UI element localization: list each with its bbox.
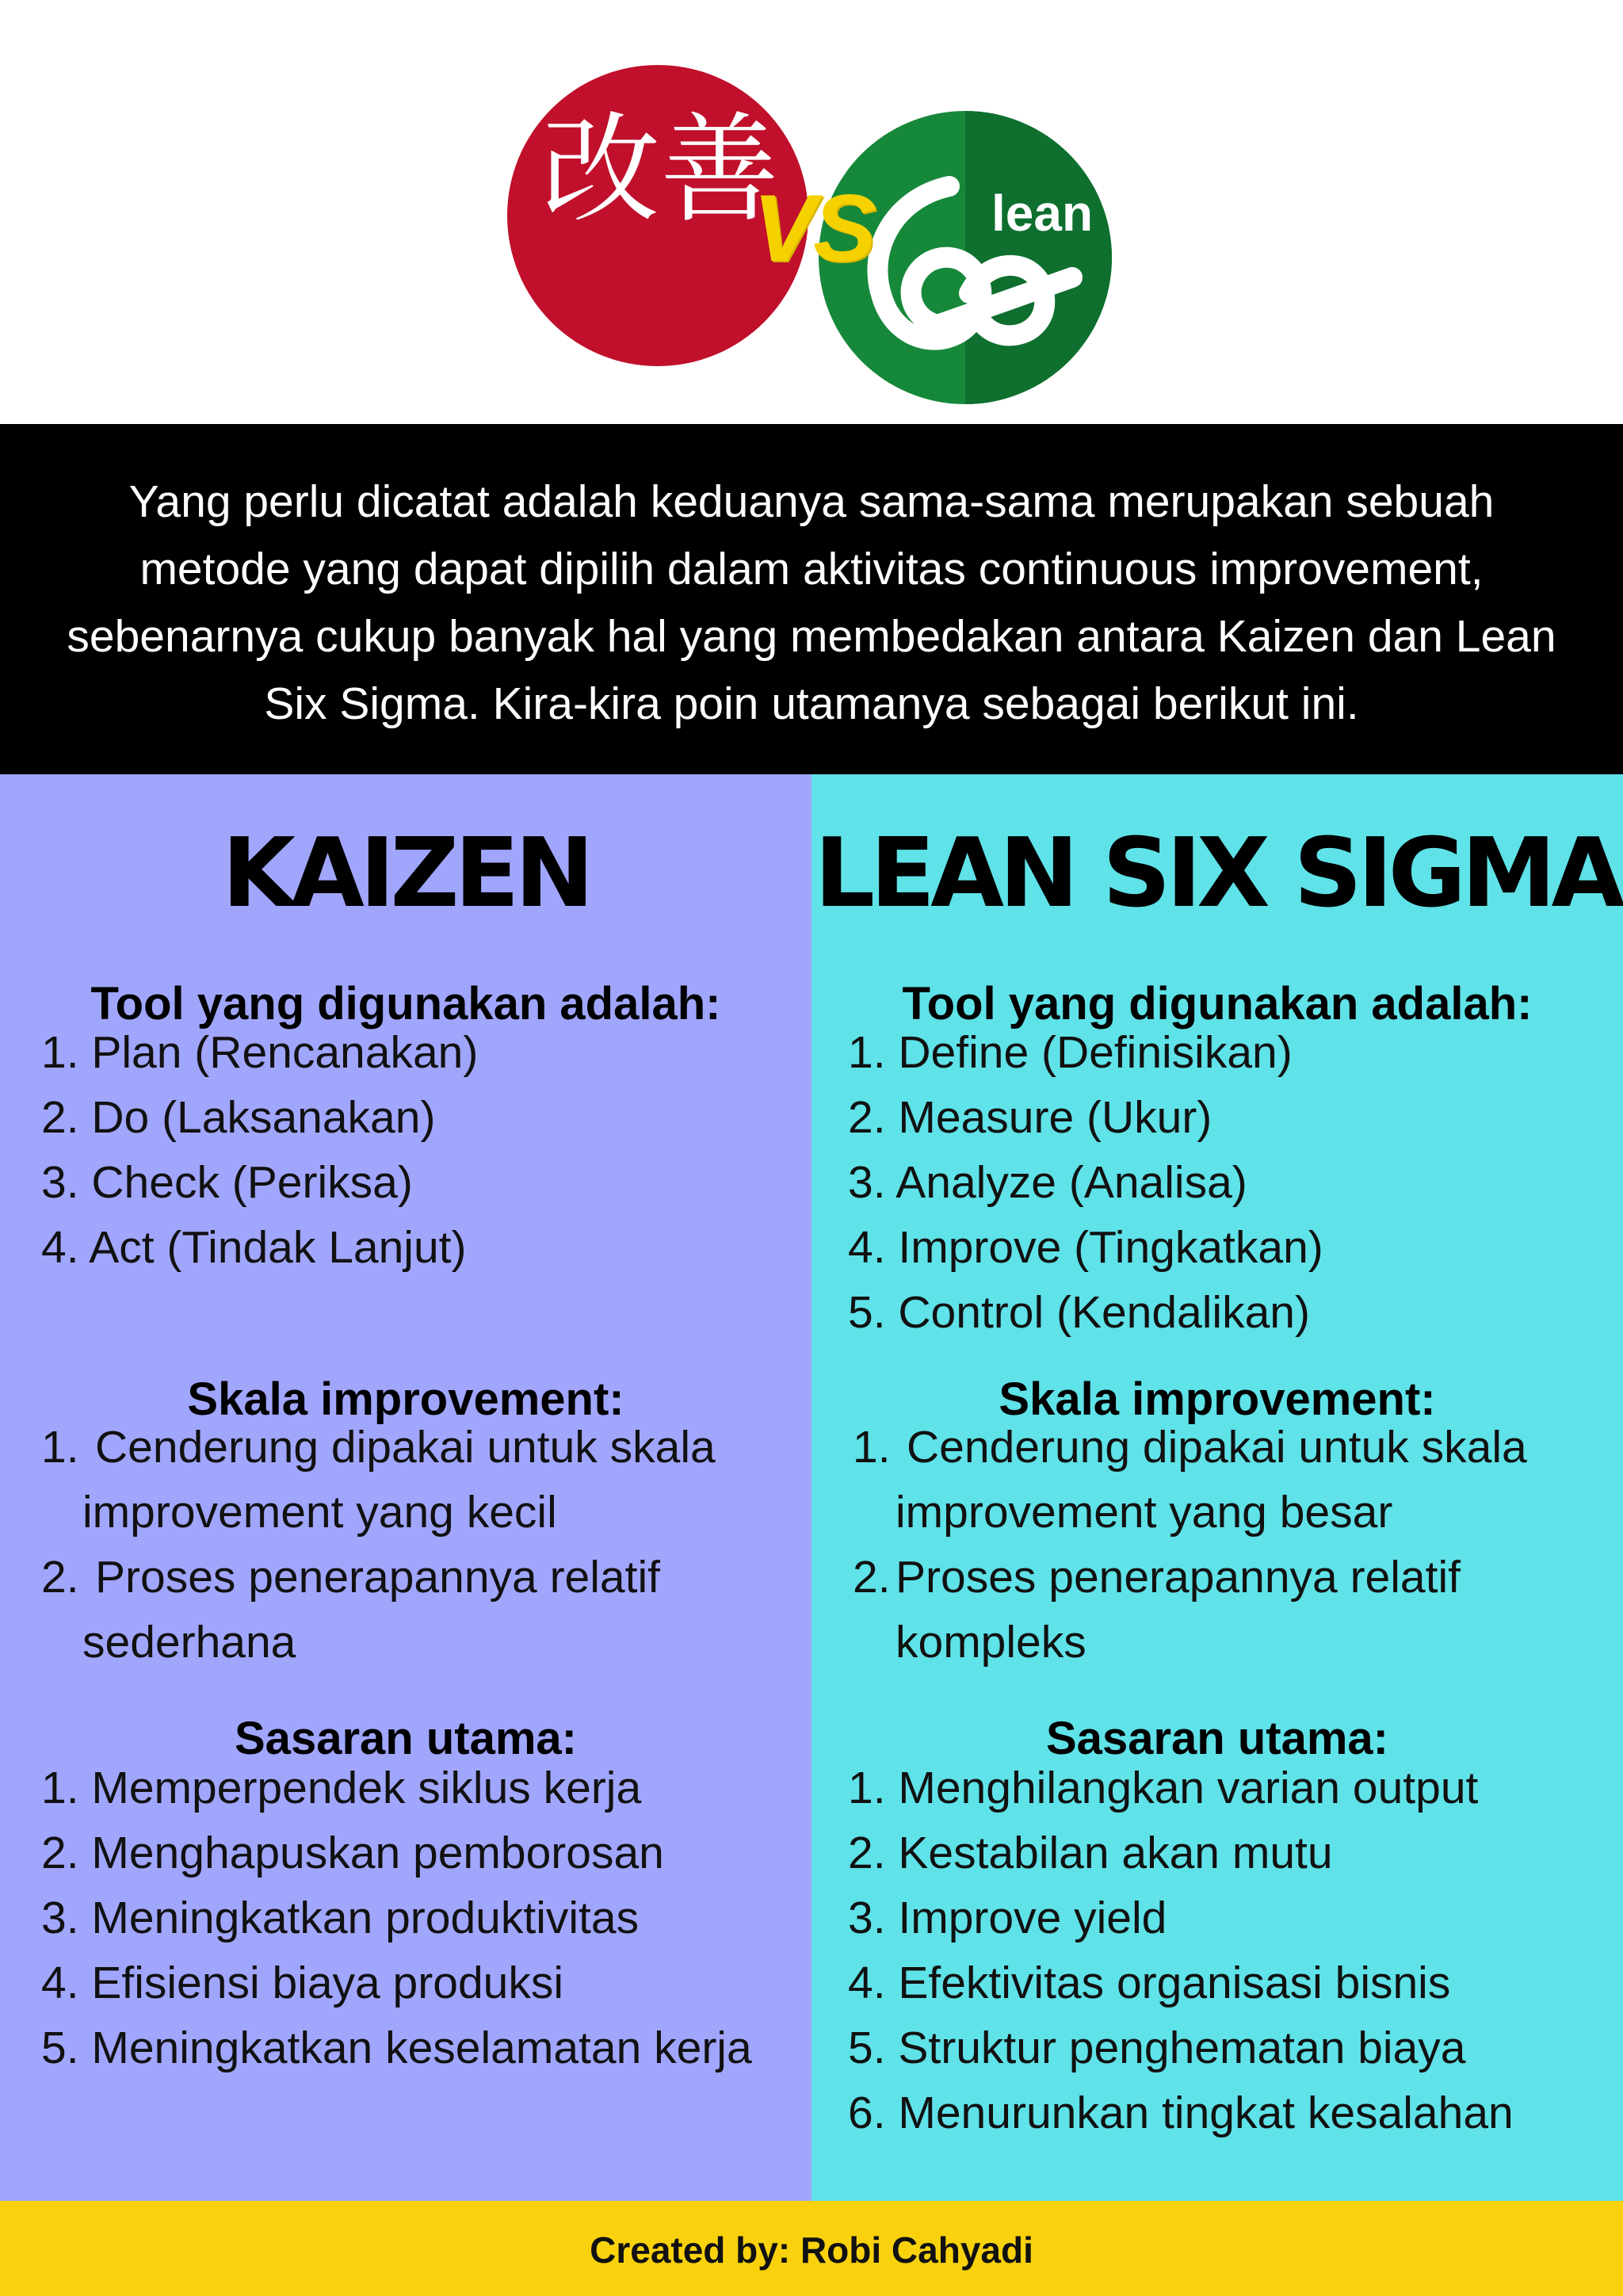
lss-target-heading: Sasaran utama: [1046,1713,1388,1764]
lss-scale-heading: Skala improvement: [999,1373,1436,1425]
lss-target-item: 4. Efektivitas organisasi bisnis [848,1958,1451,2008]
kaizen-tool-item: 2. Do (Laksanakan) [41,1092,436,1143]
kaizen-target-item: 4. Efisiensi biaya produksi [41,1958,564,2008]
lss-scale-item-cont: improvement yang besar [896,1487,1393,1538]
lss-scale-item-cont: kompleks [896,1617,1086,1668]
kaizen-tool-item: 3. Check (Periksa) [41,1157,413,1208]
kaizen-kanji: 改善 [541,101,780,239]
kaizen-tool-item: 4. Act (Tindak Lanjut) [41,1222,467,1273]
lss-tool-item: 4. Improve (Tingkatkan) [848,1222,1323,1273]
kaizen-target-item: 1. Memperpendek siklus kerja [41,1763,642,1813]
lss-target-item: 5. Struktur penghematan biaya [848,2023,1466,2073]
kaizen-target-item: 5. Meningkatkan keselamatan kerja [41,2023,752,2073]
lss-title: LEAN SIX SIGMA [814,819,1621,929]
kaizen-scale-item: 1. Cenderung dipakai untuk skala [41,1422,716,1473]
lss-scale-item: 2. Proses penerapannya relatif [853,1552,1461,1603]
kaizen-target-item: 3. Meningkatkan produktivitas [41,1893,640,1943]
lss-target-item: 3. Improve yield [848,1893,1167,1943]
lss-tool-item: 3. Analyze (Analisa) [848,1157,1247,1208]
vs-label: VS [753,175,874,281]
lss-target-item: 1. Menghilangkan varian output [848,1763,1479,1813]
intro-text: Yang perlu dicatat adalah keduanya sama-sama merupakan sebuah metode yang dapat dipilih dalam aktivitas continuous improvement, sebenarnya cukup banyak hal yang membedakan antara Kaizen dan Lean Six Sigma. Kira-kira poin utamanya sebagai berikut ini. [67,476,1556,729]
kaizen-scale-item-cont: improvement yang kecil [82,1487,557,1538]
kaizen-tool-heading: Tool yang digunakan adalah: [90,978,721,1030]
kaizen-tool-item: 1. Plan (Rencanakan) [41,1027,479,1078]
lss-tool-item: 5. Control (Kendalikan) [848,1287,1310,1338]
kaizen-column [0,774,812,2201]
footer-credit [0,2201,1623,2296]
lean-logo-text: lean [991,185,1094,242]
lss-target-item: 6. Menurunkan tingkat kesalahan [848,2088,1514,2138]
lss-target-item: 2. Kestabilan akan mutu [848,1828,1333,1878]
kaizen-title: KAIZEN [222,819,590,929]
lss-tool-item: 1. Define (Definisikan) [848,1027,1293,1078]
kaizen-scale-item-cont: sederhana [82,1617,296,1668]
kaizen-scale-heading: Skala improvement: [187,1373,624,1425]
header-logos [0,0,1623,424]
intro-banner [0,424,1623,774]
kaizen-scale-item: 2. Proses penerapannya relatif [41,1552,660,1603]
kaizen-target-item: 2. Menghapuskan pemborosan [41,1828,664,1878]
credit-text: Created by: Robi Cahyadi [590,2229,1033,2271]
lss-scale-item: 1. Cenderung dipakai untuk skala [853,1422,1527,1473]
lss-tool-item: 2. Measure (Ukur) [848,1092,1212,1143]
lss-tool-heading: Tool yang digunakan adalah: [902,978,1533,1030]
kaizen-target-heading: Sasaran utama: [235,1713,577,1764]
lean-six-sigma-column [812,774,1623,2201]
